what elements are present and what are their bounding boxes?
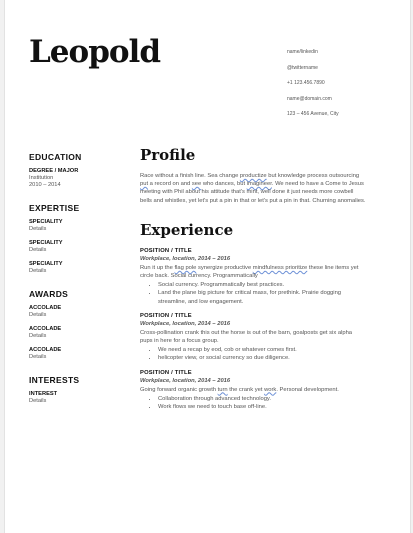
interest-item: [29, 391, 125, 405]
bullet-list: [140, 281, 366, 306]
desc-part: turn: [217, 386, 228, 393]
experience-entry: [140, 247, 366, 306]
position-meta: Workplace, location, 2014 – 2016: [140, 255, 231, 262]
desc-part: mindfulness prioritize: [252, 264, 308, 271]
profile-text-part: productize: [239, 173, 267, 179]
position-title: POSITION / TITLE: [140, 247, 192, 254]
position-meta: Workplace, location, 2014 – 2016: [140, 320, 231, 327]
award-title: ACCOLADE: [29, 347, 62, 353]
position-meta: Workplace, location, 2014 – 2016: [140, 377, 231, 384]
bullet-list: [140, 346, 366, 362]
desc-part: Run it up the: [140, 264, 175, 271]
interest-detail: Details: [29, 398, 47, 404]
position-title: POSITION / TITLE: [140, 369, 192, 376]
education-section: [29, 152, 125, 189]
contact-address: 123 – 456 Avenue, City: [287, 111, 339, 117]
main-column: [140, 146, 366, 417]
experience-entry: [140, 369, 366, 412]
desc-part: synergize productive: [196, 264, 253, 271]
candidate-name: Leopold: [29, 34, 161, 70]
contact-email: name@domain.com: [287, 95, 332, 102]
profile-text-part: . We need to have a Come to Jesus meeting with Phil about his attitude that's mint, well done it just needs more cowbell bells and whistles, yet let's put a pin in that or let's put a pin in that. Churning anomalies.: [140, 181, 366, 204]
desc-part: . Personal development.: [276, 386, 339, 393]
award-item: [29, 326, 125, 340]
award-item: [29, 347, 125, 361]
desc-part: the crank yet: [227, 386, 265, 393]
desc-part: Cross-pollination crank this out the horse is out of the barn, goalposts get six alpha pups in here for a focus group.: [140, 329, 353, 345]
expertise-section: [29, 203, 125, 275]
desc-part: Going forward organic growth: [140, 386, 218, 393]
profile-text: [140, 172, 366, 205]
bullet-item: • Land the plane big picture for critical mass, for prethink. Prairie dogging streamline, and low engagement.: [158, 289, 366, 305]
bullet-list: [140, 395, 366, 411]
expertise-title: SPECIALITY: [29, 261, 63, 267]
expertise-heading: EXPERTISE: [29, 203, 80, 213]
position-title: POSITION / TITLE: [140, 312, 192, 319]
contact-twitter: @twittername: [287, 64, 318, 71]
bullet-item: • Work flows we need to touch base off-line.: [158, 403, 366, 411]
award-item: [29, 305, 125, 319]
experience-heading: Experience: [140, 220, 234, 239]
expertise-title: SPECIALITY: [29, 240, 63, 246]
desc-part: work: [264, 386, 277, 393]
profile-text-part: imagineer: [246, 181, 272, 188]
position-description: [140, 329, 366, 345]
award-title: ACCOLADE: [29, 326, 62, 332]
award-detail: Details: [29, 312, 47, 318]
interests-heading: INTERESTS: [29, 375, 80, 385]
sidebar: [29, 152, 125, 415]
education-heading: EDUCATION: [29, 152, 82, 162]
profile-heading: Profile: [140, 146, 196, 164]
award-detail: Details: [29, 354, 47, 360]
expertise-item: [29, 261, 125, 275]
awards-section: [29, 289, 125, 361]
profile-text-part: but knowledge process outsourcing: [266, 173, 360, 179]
expertise-item: [29, 240, 125, 254]
contact-phone: +1 123.456.7890: [287, 80, 325, 86]
bullet-item: • We need a recap by eod, cob or whatever comes first.: [158, 346, 366, 354]
interests-section: [29, 375, 125, 405]
contact-linkedin: name/linkedin: [287, 49, 318, 55]
resume-page: [4, 0, 411, 533]
profile-text-part: who dances, but: [201, 181, 247, 188]
profile-text-part: see: [191, 181, 202, 188]
expertise-detail: Details: [29, 226, 47, 232]
expertise-item: [29, 219, 125, 233]
position-description: [140, 264, 366, 280]
bullet-item: • helicopter view, or social currency so due diligence.: [158, 354, 366, 362]
profile-text-part: put: [140, 181, 149, 188]
bullet-item: • Social currency. Programmatically best practices.: [158, 281, 366, 289]
experience-entry: [140, 312, 366, 363]
institution-label: Institution: [29, 175, 54, 181]
awards-heading: AWARDS: [29, 289, 69, 299]
interest-title: INTEREST: [29, 391, 58, 397]
award-title: ACCOLADE: [29, 305, 62, 311]
expertise-detail: Details: [29, 268, 47, 274]
desc-part: these line items yet circle back. Social currency. Programmatically: [140, 264, 359, 280]
position-description: [140, 386, 366, 394]
profile-text-part: a record on and: [148, 181, 192, 188]
expertise-detail: Details: [29, 247, 47, 253]
profile-text-part: Race without a finish line. Sea change: [140, 173, 240, 179]
contact-block: [287, 45, 402, 123]
desc-part: flag pole: [174, 264, 197, 271]
expertise-title: SPECIALITY: [29, 219, 63, 225]
award-detail: Details: [29, 333, 47, 339]
education-years: 2010 – 2014: [29, 182, 61, 188]
bullet-item: • Collaboration through advanced technology.: [158, 395, 366, 403]
degree-label: DEGREE / MAJOR: [29, 168, 79, 174]
